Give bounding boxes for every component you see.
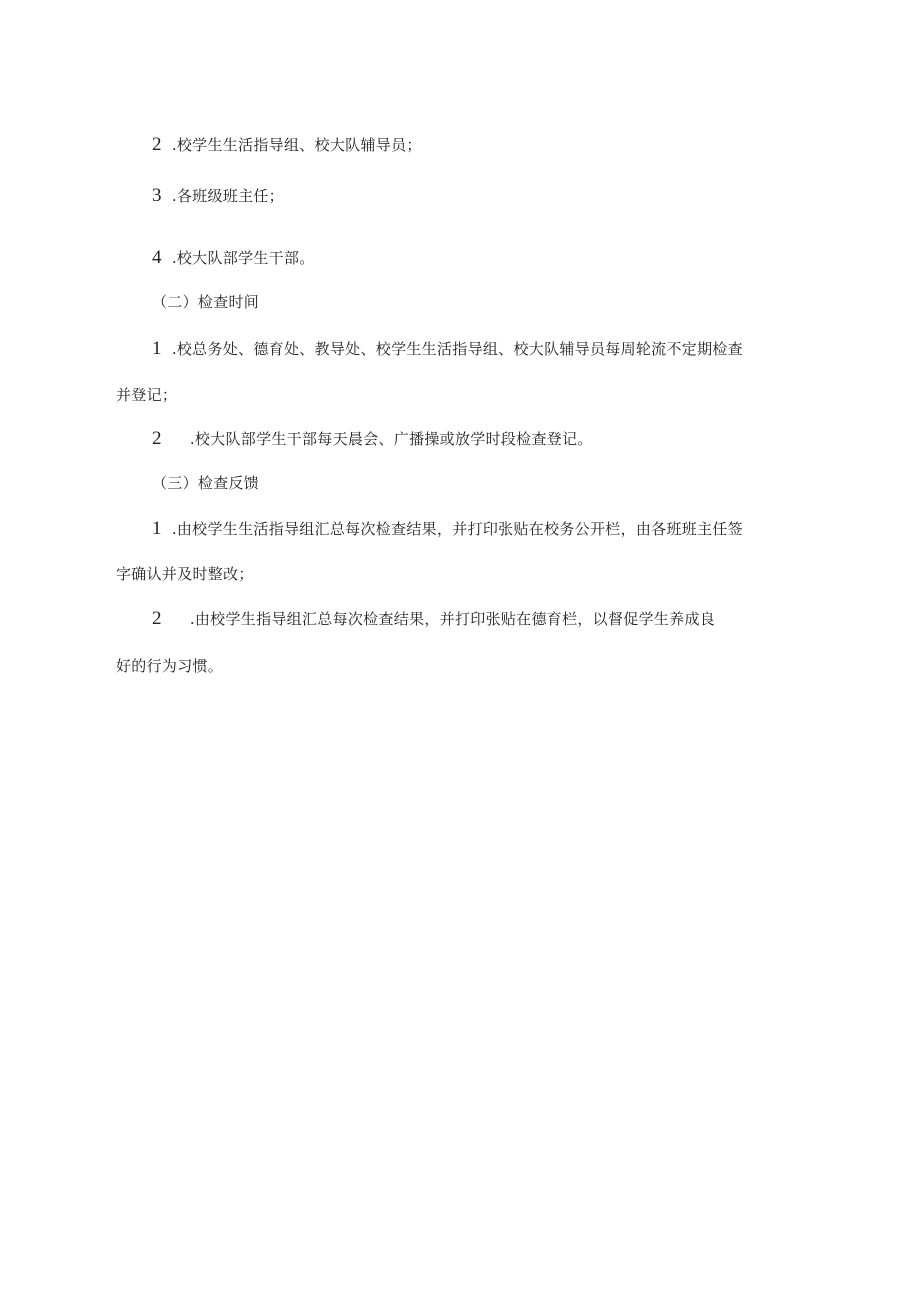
item-number: 1: [152, 338, 162, 359]
item-text: .校大队部学生干部。: [171, 249, 315, 267]
item-text: .各班级班主任；: [171, 187, 284, 205]
feedback-item-1: [152, 519, 743, 539]
time-item-1-continued: 并登记；: [116, 386, 178, 404]
item-text: .校总务处、德育处、教导处、校学生生活指导组、校大队辅导员每周轮流不定期检查: [171, 340, 743, 358]
item-number: 2: [152, 608, 162, 629]
feedback-item-2: [152, 609, 715, 629]
item-text: .由校学生生活指导组汇总每次检查结果，并打印张贴在校务公开栏，由各班班主任签: [171, 520, 743, 538]
item-number: 2: [152, 428, 162, 449]
item-text: .由校学生指导组汇总每次检查结果，并打印张贴在德育栏，以督促学生养成良: [189, 610, 716, 628]
list-item-3: [152, 186, 284, 206]
item-number: 2: [152, 134, 162, 155]
item-number: 1: [152, 518, 162, 539]
list-item-2: [152, 135, 422, 155]
item-text: .校学生生活指导组、校大队辅导员；: [171, 136, 422, 154]
time-item-1: [152, 339, 743, 359]
item-number: 3: [152, 185, 162, 206]
section-heading-feedback: （三）检查反馈: [152, 474, 260, 492]
item-number: 4: [152, 247, 162, 268]
section-heading-time: （二）检查时间: [152, 293, 260, 311]
list-item-4: [152, 248, 315, 268]
feedback-item-2-continued: 好的行为习惯。: [116, 657, 224, 675]
time-item-2: [152, 429, 593, 449]
feedback-item-1-continued: 字确认并及时整改；: [116, 565, 254, 583]
item-text: .校大队部学生干部每天晨会、广播操或放学时段检查登记。: [189, 430, 593, 448]
